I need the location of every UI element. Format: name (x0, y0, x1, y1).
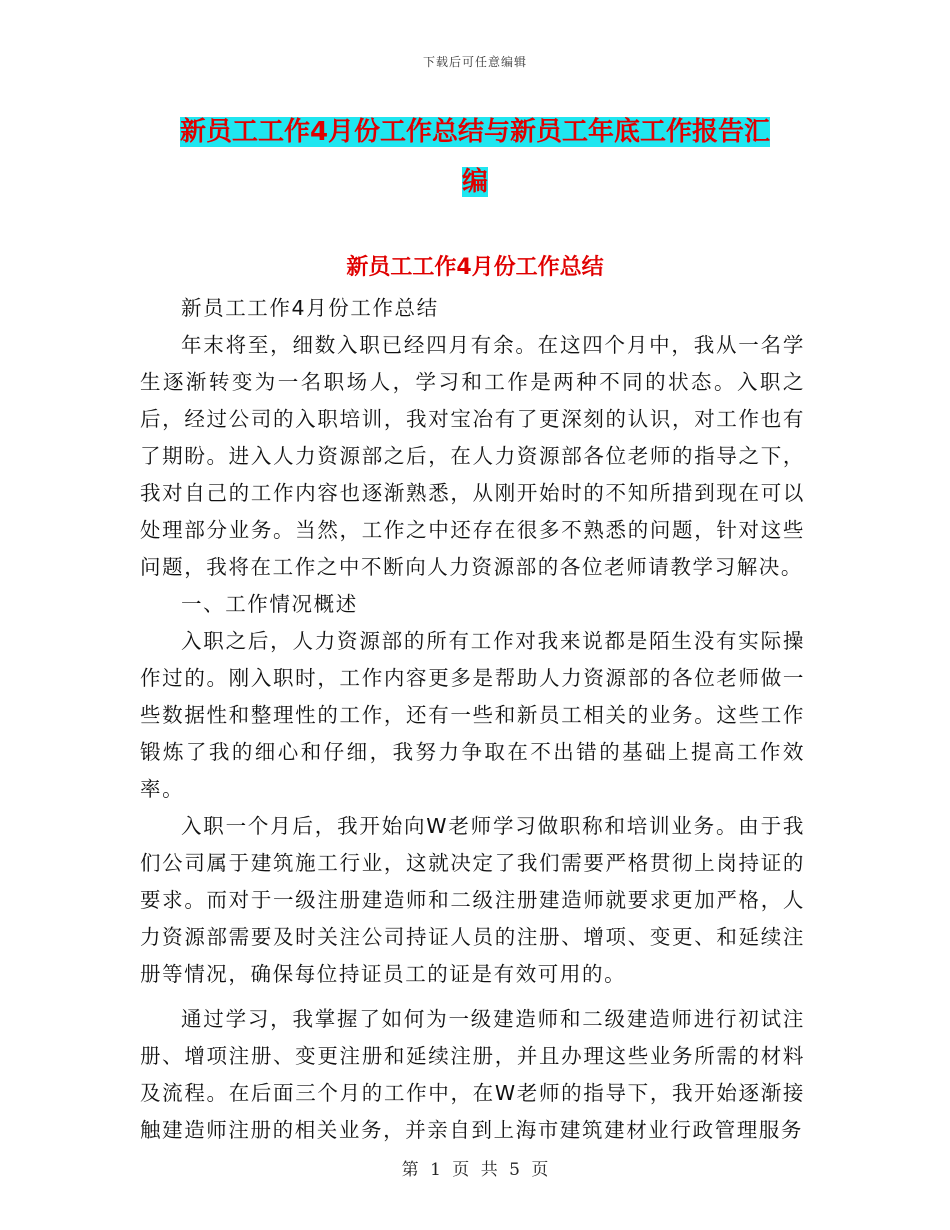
paragraph: 入职之后，人力资源部的所有工作对我来说都是陌生没有实际操作过的。刚入职时，工作内容更多是帮助人力资源部的各位老师做一些数据性和整理性的工作，还有一些和新员工相关的业务。这些工作锻炼了我的细心和仔细，我努力争取在不出错的基础上提高工作效率。 (140, 629, 805, 801)
paragraph: 通过学习，我掌握了如何为一级建造师和二级建造师进行初试注册、增项注册、变更注册和延续注册，并且办理这些业务所需的材料及流程。在后面三个月的工作中，在W老师的指导下，我开始逐渐接触建造师注册的相关业务，并亲自到上海市建筑建材业行政管理服务 (140, 1007, 805, 1142)
header-note: 下载后可任意编辑 (422, 55, 527, 69)
main-title-line1: 新员工工作4月份工作总结与新员工年底工作报告汇 (179, 117, 771, 147)
paragraph: 入职一个月后，我开始向W老师学习做职称和培训业务。由于我们公司属于建筑施工行业，这就决定了我们需要严格贯彻上岗持证的要求。而对于一级注册建造师和二级注册建造师就要求更加严格，人力资源部需要及时关注公司持证人员的注册、增项、变更、和延续注册等情况，确保每位持证员工的证是有效可用的。 (140, 814, 805, 986)
document-body (140, 290, 805, 1149)
section-title: 新员工工作4月份工作总结 (346, 255, 604, 280)
paragraph: 一、工作情况概述 (181, 592, 358, 616)
paragraph: 新员工工作4月份工作总结 (181, 296, 439, 320)
main-title-line2: 编 (461, 167, 488, 197)
page-number: 第 1 页 共 5 页 (401, 1160, 549, 1180)
paragraph: 年末将至，细数入职已经四月有余。在这四个月中，我从一名学生逐渐转变为一名职场人，学习和工作是两种不同的状态。入职之后，经过公司的入职培训，我对宝冶有了更深刻的认识，对工作也有了期盼。进入人力资源部之后，在人力资源部各位老师的指导之下，我对自己的工作内容也逐渐熟悉，从刚开始时的不知所措到现在可以处理部分业务。当然，工作之中还存在很多不熟悉的问题，针对这些问题，我将在工作之中不断向人力资源部的各位老师请教学习解决。 (140, 333, 805, 579)
main-title (140, 107, 810, 207)
